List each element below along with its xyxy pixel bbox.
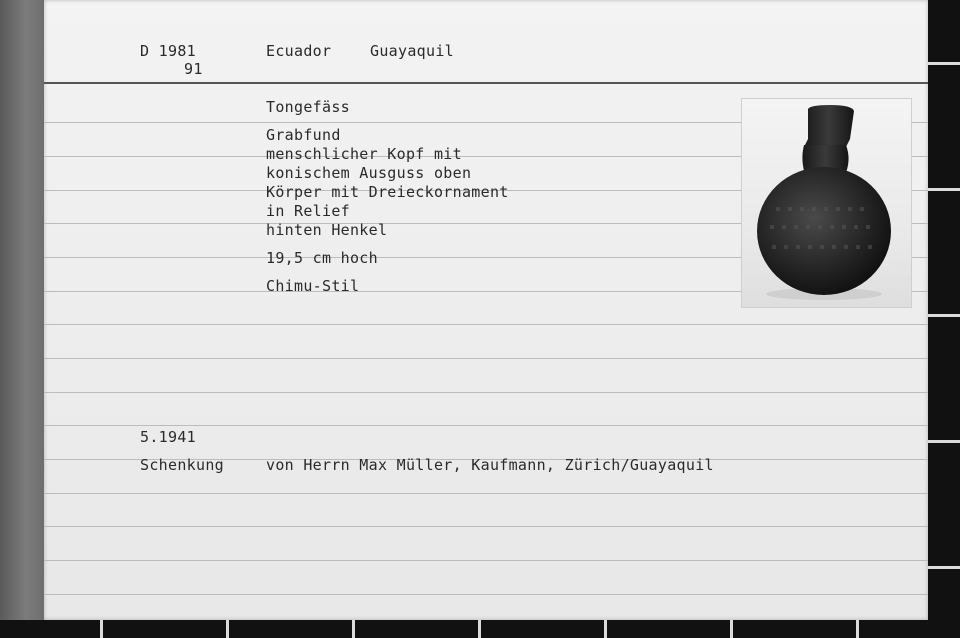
catalog-sub-number: 91: [184, 60, 203, 78]
description-line: hinten Henkel: [266, 221, 388, 239]
acquisition-date: 5.1941: [140, 428, 196, 446]
acquisition-type: Schenkung: [140, 456, 224, 474]
description-line: konischem Ausguss oben: [266, 164, 472, 182]
catalog-card: [44, 0, 928, 620]
card-rule: [44, 358, 928, 359]
description-line: Körper mit Dreieckornament: [266, 183, 509, 201]
description-line: menschlicher Kopf mit: [266, 145, 462, 163]
card-rule: [44, 594, 928, 595]
film-border-right: [928, 0, 960, 638]
dimensions: 19,5 cm hoch: [266, 249, 378, 267]
header-rule: [44, 82, 928, 84]
card-rule: [44, 560, 928, 561]
card-rule: [44, 392, 928, 393]
description-line: in Relief: [266, 202, 350, 220]
description-line: Grabfund: [266, 126, 341, 144]
object-type: Tongefäss: [266, 98, 350, 116]
card-rule: [44, 493, 928, 494]
film-border-bottom: [0, 620, 960, 638]
catalog-number: D 1981: [140, 42, 196, 60]
style: Chimu-Stil: [266, 277, 360, 295]
vessel-image-icon: [742, 99, 911, 307]
card-rule: [44, 324, 928, 325]
card-rule: [44, 526, 928, 527]
ceramic-vessel-photo: [741, 98, 912, 308]
country: Ecuador: [266, 42, 332, 60]
place: Guayaquil: [370, 42, 454, 60]
card-rule: [44, 425, 928, 426]
card-left-edge: [0, 0, 44, 638]
donor: von Herrn Max Müller, Kaufmann, Zürich/Guayaquil: [266, 456, 714, 474]
